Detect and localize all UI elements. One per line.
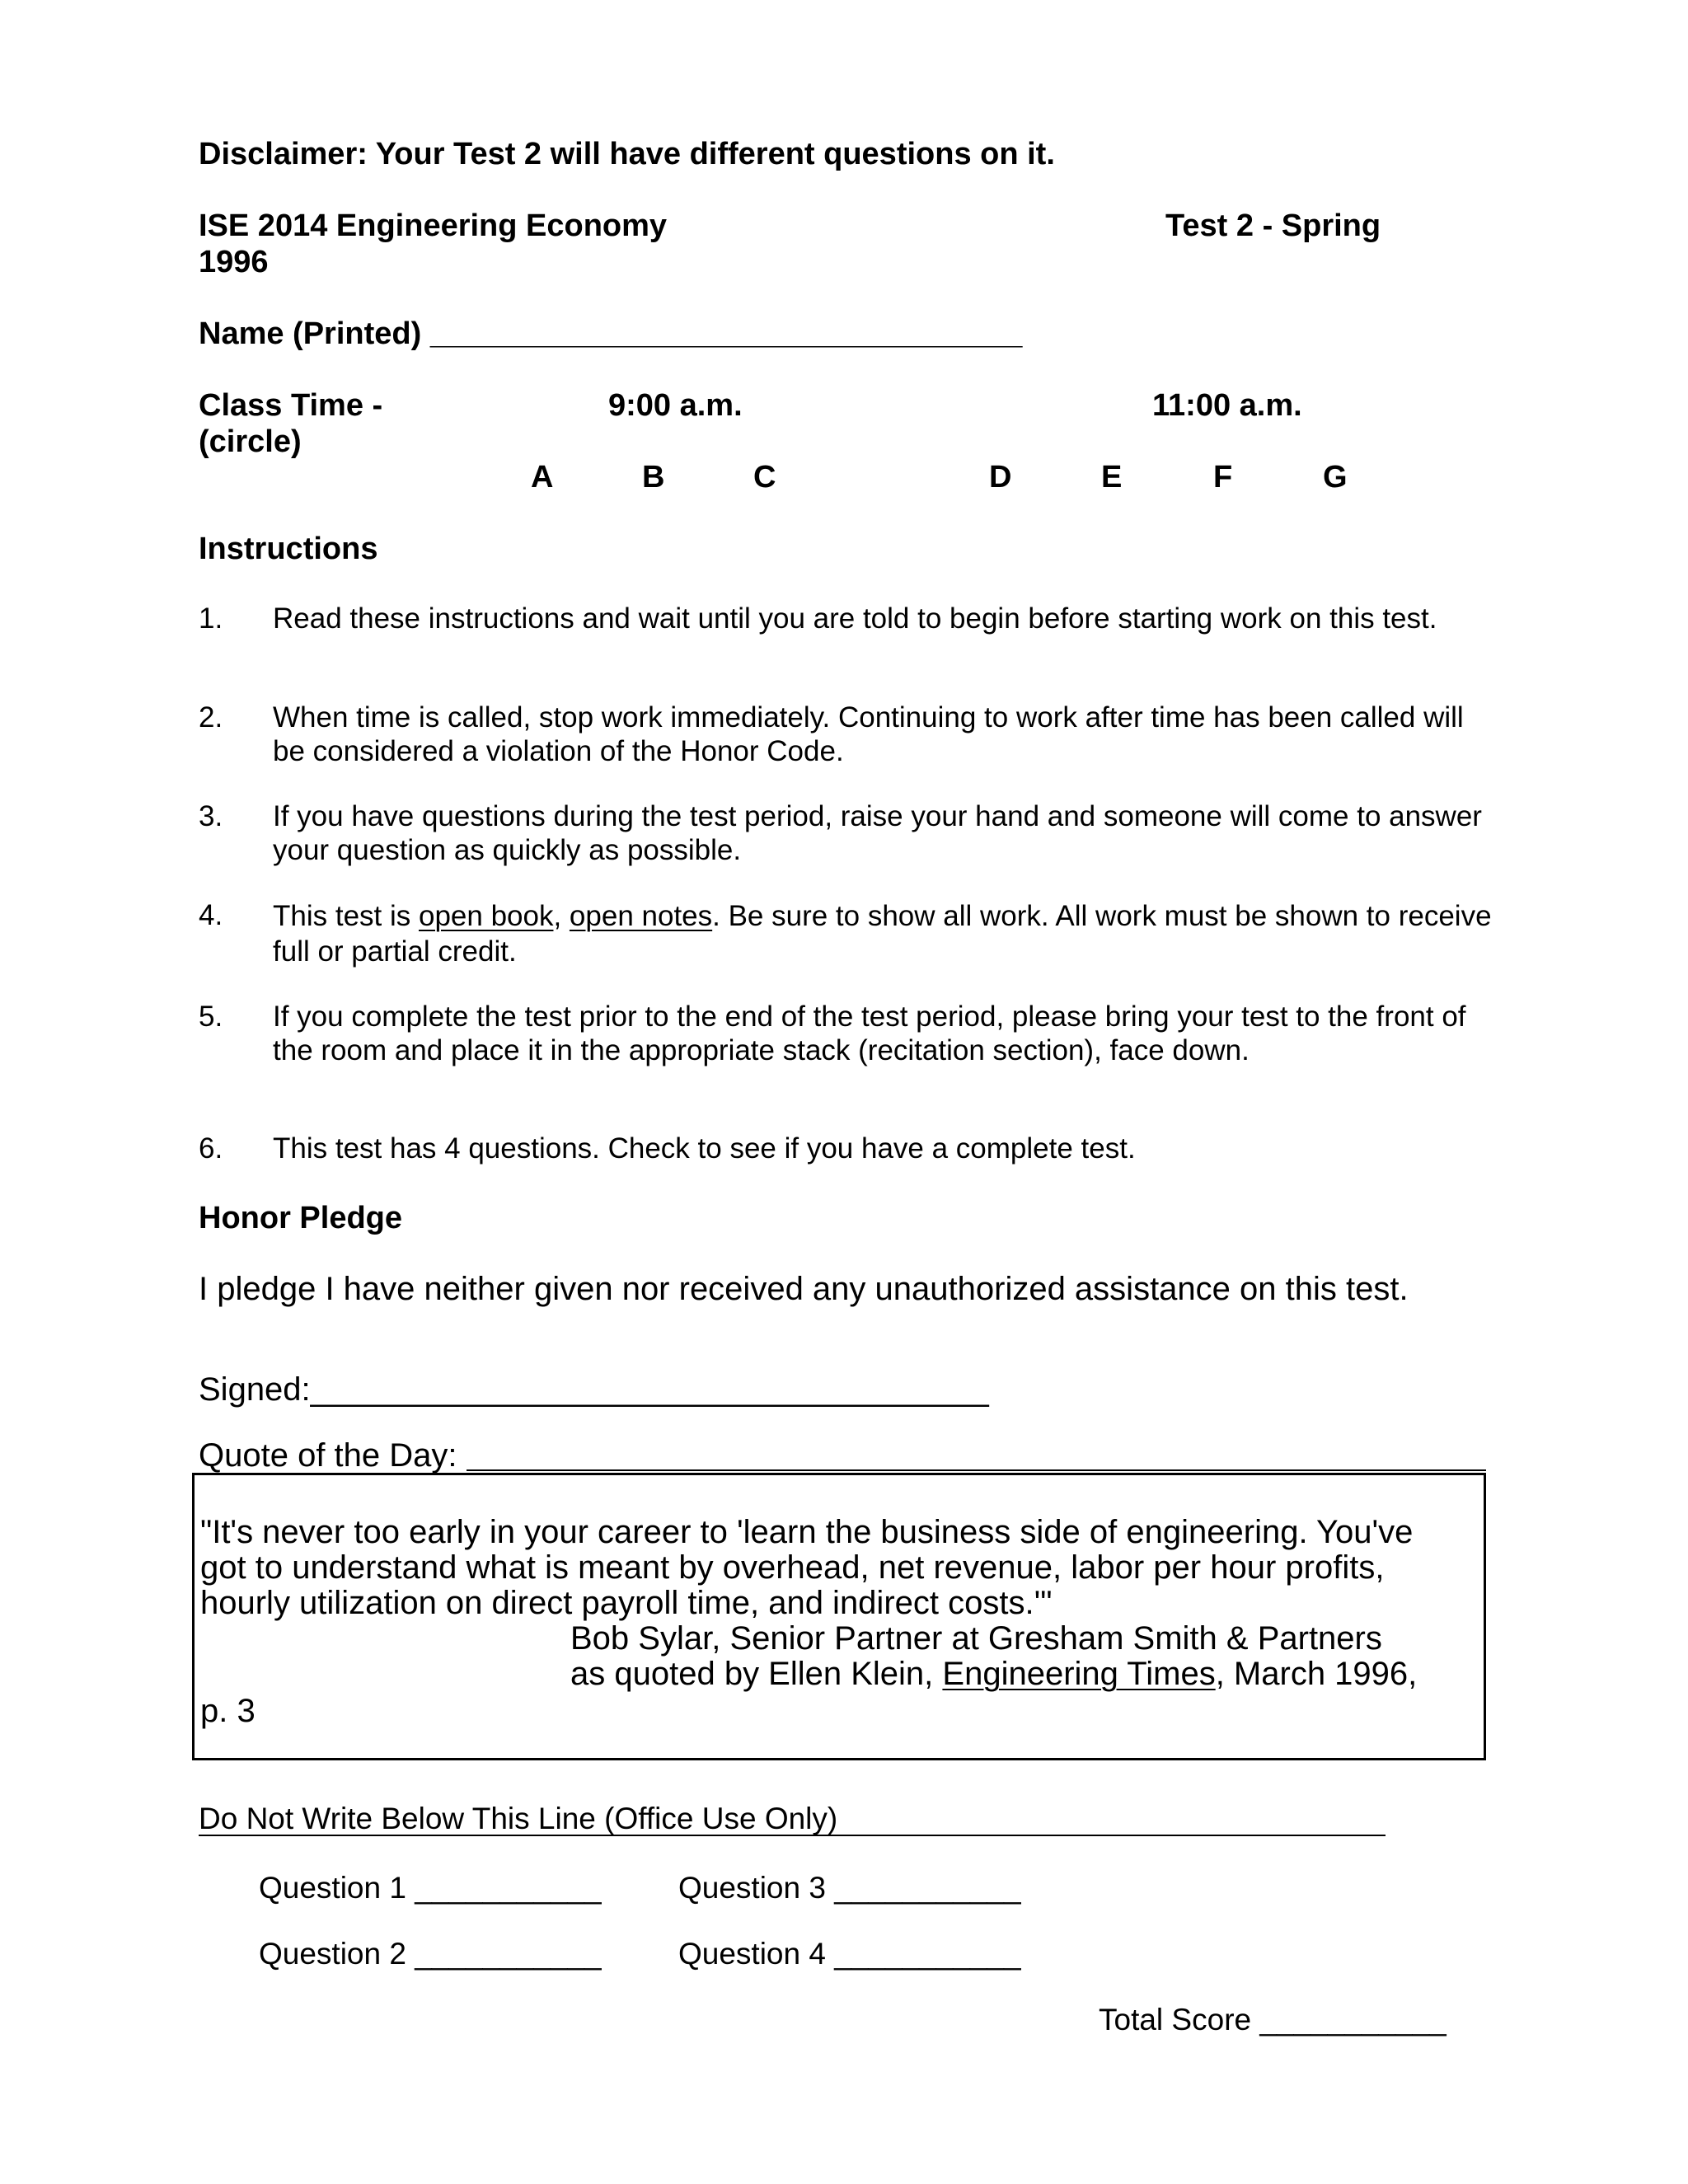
question-2-label: Question 2 bbox=[259, 1937, 406, 1971]
section-b[interactable]: B bbox=[642, 460, 665, 494]
name-blank: __________________________________ bbox=[429, 316, 1023, 351]
quote-line: got to understand what is meant by overhead, net revenue, labor per hour profits, bbox=[200, 1549, 1385, 1586]
signature-field[interactable] bbox=[199, 1371, 989, 1408]
signature-blank: _____________________________________ bbox=[310, 1371, 989, 1408]
question-4-score[interactable] bbox=[678, 1936, 1021, 1971]
name-field[interactable] bbox=[199, 316, 1022, 352]
question-3-score[interactable] bbox=[678, 1870, 1021, 1905]
section-f[interactable]: F bbox=[1213, 460, 1233, 494]
instruction-text-part: . Be sure to show all work. All work must be shown to receive full or partial credit. bbox=[273, 900, 1492, 968]
question-3-label: Question 3 bbox=[678, 1871, 826, 1905]
quote-source-date: , March 1996, bbox=[1215, 1656, 1418, 1692]
instruction-text-part: This test is bbox=[273, 900, 419, 932]
instruction-number: 3. bbox=[199, 800, 223, 832]
instruction-text bbox=[273, 898, 1501, 969]
score-blank: ___________ bbox=[415, 1937, 602, 1971]
instruction-text: When time is called, stop work immediately. Continuing to work after time has been called will be considered a violation of the Honor Code. bbox=[273, 701, 1464, 767]
honor-pledge-heading: Honor Pledge bbox=[199, 1201, 403, 1235]
quote-line: "It's never too early in your career to 'learn the business side of engineering. You've bbox=[200, 1514, 1414, 1550]
quote-line: hourly utilization on direct payroll time, and indirect costs.'" bbox=[200, 1585, 1053, 1621]
section-c[interactable]: C bbox=[753, 460, 776, 494]
instruction-text: If you complete the test prior to the end of the test period, please bring your test to the front of the room and place it in the appropriate stack (recitation section), face down. bbox=[273, 1001, 1466, 1066]
instruction-text: If you have questions during the test period, raise your hand and someone will come to answer your question as quickly as possible. bbox=[273, 800, 1482, 866]
question-1-score[interactable] bbox=[259, 1870, 602, 1905]
disclaimer: Disclaimer: Your Test 2 will have different questions on it. bbox=[199, 137, 1055, 171]
quote-label-rule bbox=[467, 1469, 1486, 1471]
quote-box bbox=[192, 1473, 1486, 1760]
total-score-label: Total Score bbox=[1099, 2003, 1252, 2036]
section-g[interactable]: G bbox=[1323, 460, 1348, 494]
score-blank: ___________ bbox=[834, 1871, 1021, 1905]
instruction-number: 2. bbox=[199, 701, 223, 733]
office-use-label: Do Not Write Below This Line (Office Use Only) bbox=[199, 1802, 838, 1835]
quote-source-prefix: as quoted by Ellen Klein, bbox=[570, 1656, 943, 1692]
instruction-number: 1. bbox=[199, 602, 223, 635]
test-year: 1996 bbox=[199, 245, 269, 279]
question-4-label: Question 4 bbox=[678, 1937, 826, 1971]
test-name: Test 2 - Spring bbox=[1165, 209, 1381, 243]
class-time-circle-label: (circle) bbox=[199, 424, 302, 459]
time-11am: 11:00 a.m. bbox=[1152, 388, 1302, 423]
open-book-text: open book bbox=[418, 900, 554, 932]
course-title: ISE 2014 Engineering Economy bbox=[199, 209, 668, 243]
class-time-label: Class Time - bbox=[199, 388, 383, 423]
instructions-heading: Instructions bbox=[199, 532, 378, 566]
section-a[interactable]: A bbox=[531, 460, 554, 494]
honor-pledge-text: I pledge I have neither given nor received any unauthorized assistance on this test. bbox=[199, 1271, 1409, 1307]
instruction-text: Read these instructions and wait until you are told to begin before starting work on this test. bbox=[273, 602, 1437, 635]
instruction-number: 5. bbox=[199, 1001, 223, 1033]
question-1-label: Question 1 bbox=[259, 1871, 406, 1905]
quote-source bbox=[570, 1656, 1417, 1692]
question-2-score[interactable] bbox=[259, 1936, 602, 1971]
instruction-number: 4. bbox=[199, 899, 223, 931]
section-d[interactable]: D bbox=[989, 460, 1012, 494]
score-blank: ___________ bbox=[1259, 2003, 1447, 2036]
quote-attribution: Bob Sylar, Senior Partner at Gresham Smith & Partners bbox=[570, 1620, 1382, 1657]
score-blank: ___________ bbox=[834, 1937, 1021, 1971]
name-label: Name (Printed) bbox=[199, 316, 422, 351]
instruction-text: This test has 4 questions. Check to see if you have a complete test. bbox=[273, 1132, 1136, 1165]
signed-label: Signed: bbox=[199, 1371, 311, 1408]
quote-page: p. 3 bbox=[200, 1693, 256, 1729]
score-blank: ___________ bbox=[415, 1871, 602, 1905]
instruction-number: 6. bbox=[199, 1132, 223, 1165]
instruction-separator: , bbox=[553, 900, 570, 932]
publication-title: Engineering Times bbox=[942, 1656, 1216, 1692]
time-9am: 9:00 a.m. bbox=[608, 388, 743, 423]
open-notes-text: open notes bbox=[569, 900, 713, 932]
office-use-rule bbox=[199, 1835, 1386, 1836]
quote-label: Quote of the Day: bbox=[199, 1437, 457, 1474]
total-score[interactable] bbox=[1099, 2002, 1447, 2037]
section-e[interactable]: E bbox=[1101, 460, 1123, 494]
